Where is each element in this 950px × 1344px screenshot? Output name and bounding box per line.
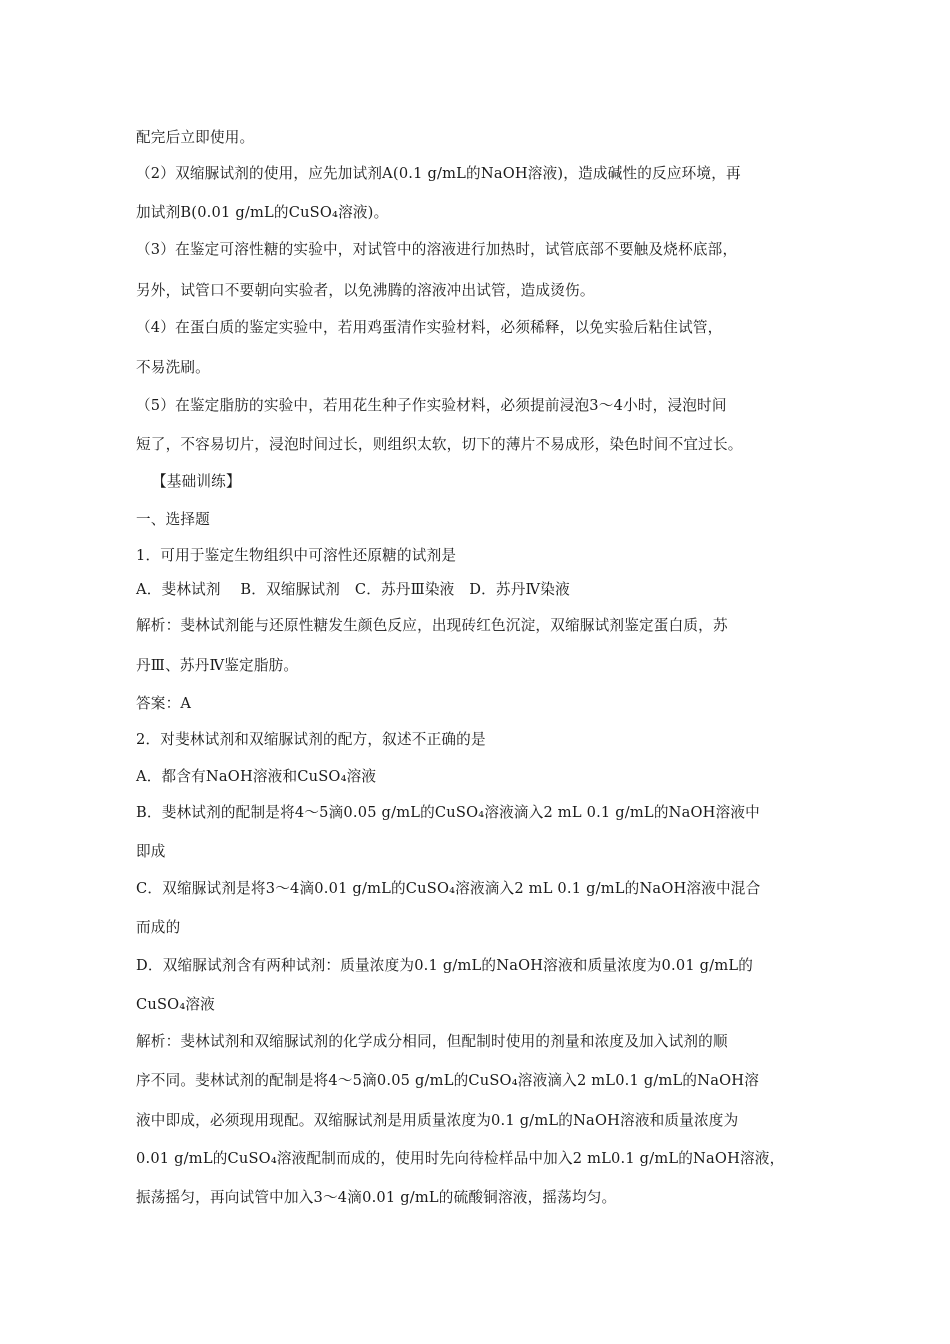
question-1-explanation: 丹Ⅲ、苏丹Ⅳ鉴定脂肪。 — [136, 657, 299, 674]
question-1-answer: 答案：A — [136, 695, 192, 712]
text-line: 不易洗刷。 — [136, 359, 210, 376]
section-subheading: 一、选择题 — [136, 511, 210, 528]
text-line: 配完后立即使用。 — [136, 129, 255, 146]
question-2-option-d: CuSO₄溶液 — [136, 996, 215, 1013]
question-1-options: A．斐林试剂 B．双缩脲试剂 C．苏丹Ⅲ染液 D．苏丹Ⅳ染液 — [136, 581, 570, 598]
text-line: 另外，试管口不要朝向实验者，以免沸腾的溶液冲出试管，造成烫伤。 — [136, 282, 595, 299]
question-2-explanation: 振荡摇匀，再向试管中加入3～4滴0.01 g/mL的硫酸铜溶液，摇荡均匀。 — [136, 1189, 617, 1206]
text-line: （5）在鉴定脂肪的实验中，若用花生种子作实验材料，必须提前浸泡3～4小时，浸泡时间 — [136, 397, 727, 414]
text-line: 加试剂B(0.01 g/mL的CuSO₄溶液)。 — [136, 204, 389, 221]
question-2-option-b: 即成 — [136, 843, 166, 860]
text-line: 短了，不容易切片，浸泡时间过长，则组织太软，切下的薄片不易成形，染色时间不宜过长。 — [136, 436, 743, 453]
text-line: （2）双缩脲试剂的使用，应先加试剂A(0.1 g/mL的NaOH溶液)，造成碱性的反应环境，再 — [136, 165, 741, 182]
question-1-explanation: 解析：斐林试剂能与还原性糖发生颜色反应，出现砖红色沉淀，双缩脲试剂鉴定蛋白质，苏 — [136, 617, 728, 634]
question-2-option-b: B．斐林试剂的配制是将4～5滴0.05 g/mL的CuSO₄溶液滴入2 mL 0.1 g/mL的NaOH溶液中 — [136, 804, 760, 821]
question-2-option-c: C．双缩脲试剂是将3～4滴0.01 g/mL的CuSO₄溶液滴入2 mL 0.1 g/mL的NaOH溶液中混合 — [136, 880, 761, 897]
question-2-option-d: D．双缩脲试剂含有两种试剂：质量浓度为0.1 g/mL的NaOH溶液和质量浓度为0.01 g/mL的 — [136, 957, 754, 974]
question-2-explanation: 0.01 g/mL的CuSO₄溶液配制而成的，使用时先向待检样品中加入2 mL0.1 g/mL的NaOH溶液， — [136, 1150, 785, 1167]
section-heading: 【基础训练】 — [152, 473, 241, 490]
question-2-option-a: A．都含有NaOH溶液和CuSO₄溶液 — [136, 768, 377, 785]
question-2-explanation: 解析：斐林试剂和双缩脲试剂的化学成分相同，但配制时使用的剂量和浓度及加入试剂的顺 — [136, 1033, 728, 1050]
question-2-explanation: 序不同。斐林试剂的配制是将4～5滴0.05 g/mL的CuSO₄溶液滴入2 mL0.1 g/mL的NaOH溶 — [136, 1072, 759, 1089]
question-2-explanation: 液中即成，必须现用现配。双缩脲试剂是用质量浓度为0.1 g/mL的NaOH溶液和质量浓度为 — [136, 1112, 739, 1129]
question-2: 2．对斐林试剂和双缩脲试剂的配方，叙述不正确的是 — [136, 731, 486, 748]
text-line: （4）在蛋白质的鉴定实验中，若用鸡蛋清作实验材料，必须稀释，以免实验后粘住试管， — [136, 319, 723, 336]
text-line: （3）在鉴定可溶性糖的实验中，对试管中的溶液进行加热时，试管底部不要触及烧杯底部， — [136, 241, 738, 258]
question-1: 1．可用于鉴定生物组织中可溶性还原糖的试剂是 — [136, 547, 457, 564]
question-2-option-c: 而成的 — [136, 919, 181, 936]
